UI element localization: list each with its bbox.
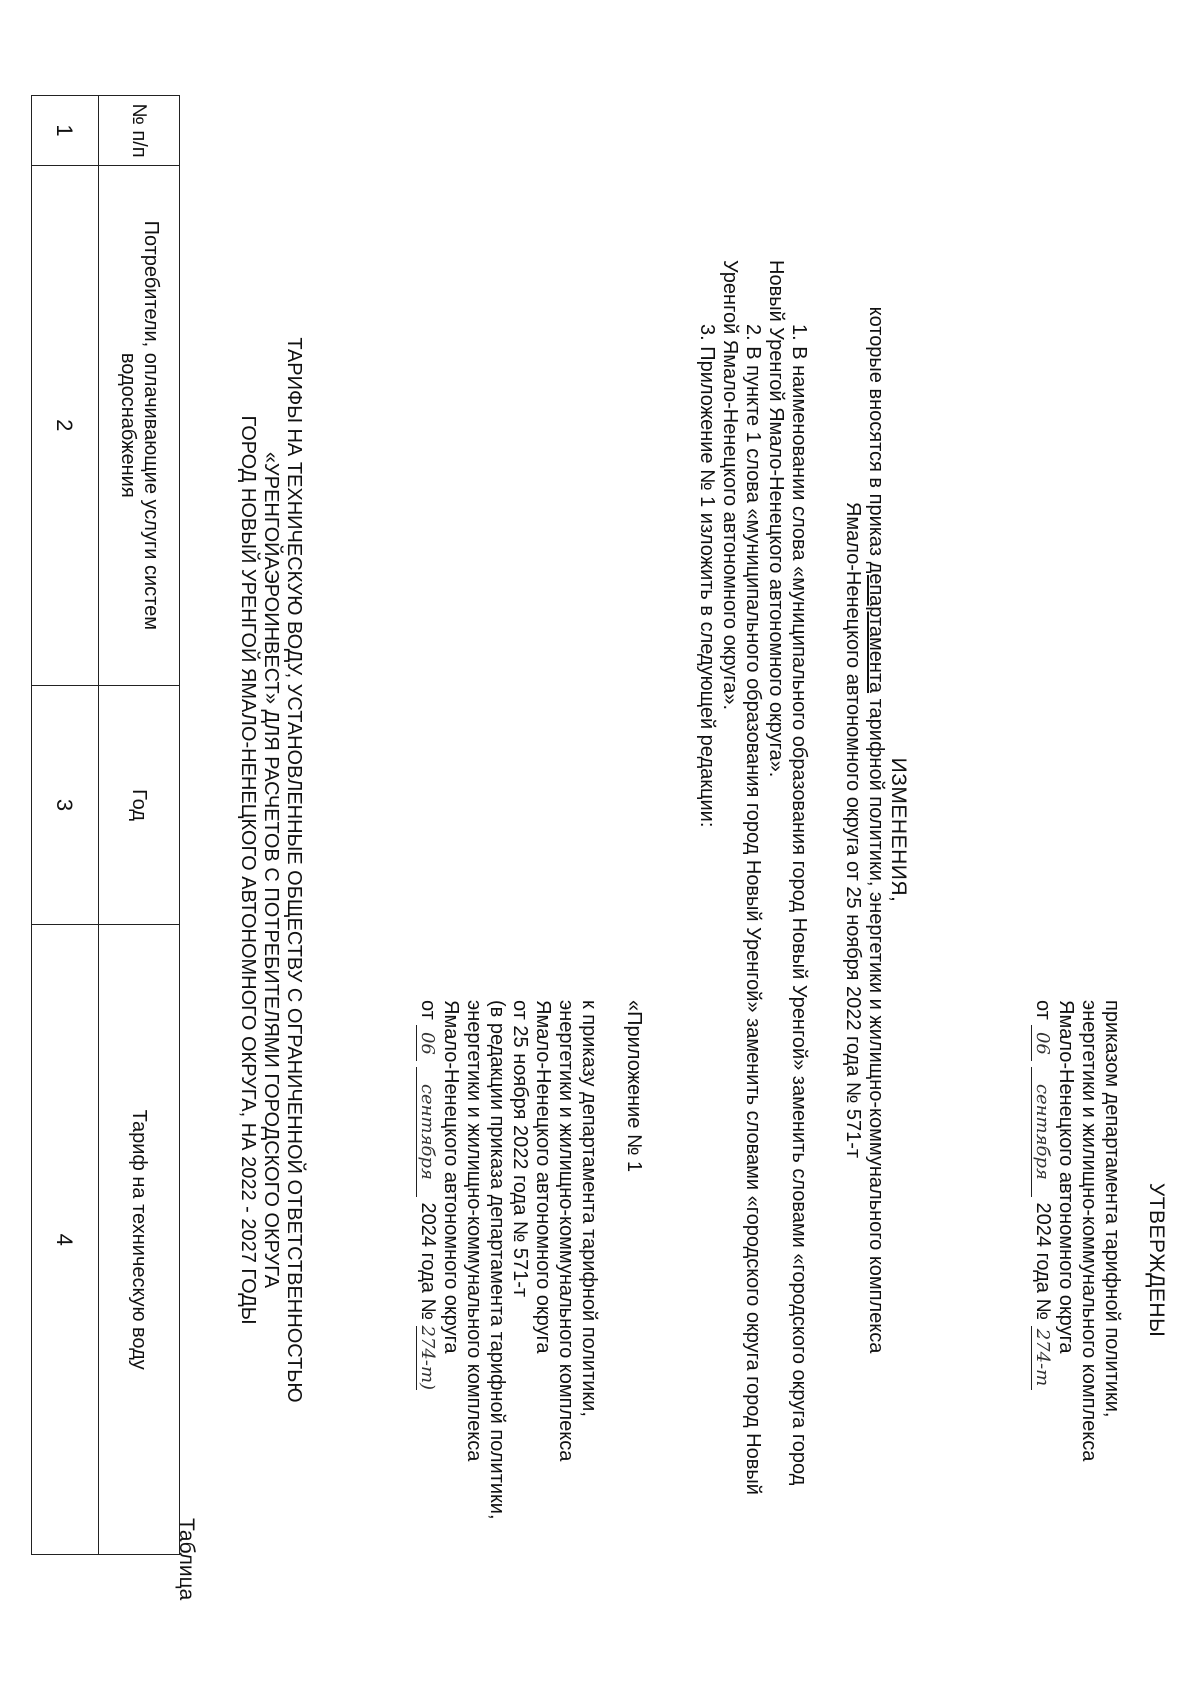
table-cell: 3	[32, 685, 99, 925]
changes-sub-underlined: департамента	[865, 561, 887, 694]
appendix-month: сентября	[416, 1067, 437, 1197]
tariff-table	[31, 95, 180, 1555]
tariffs-title-line: «УРЕНГОЙАЭРОИНВЕСТ» ДЛЯ РАСЧЕТОВ С ПОТРЕБИТЕЛЯМИ ГОРОДСКОГО ОКРУГА	[260, 451, 282, 1289]
header-cell-number: № п/п	[99, 96, 180, 166]
appendix-line: к приказу департамента тарифной политики,	[578, 1000, 600, 1417]
approval-title: УТВЕРЖДЕНЫ	[1145, 1182, 1168, 1338]
change-item-2: 2. В пункте 1 слова «муниципального образования город Новый Уренгой» заменить словами «городского округа город Новый	[742, 324, 764, 1495]
tariffs-title-line: ТАРИФЫ НА ТЕХНИЧЕСКУЮ ВОДУ, УСТАНОВЛЕННЫЕ ОБЩЕСТВУ С ОГРАНИЧЕННОЙ ОТВЕТСТВЕННОСТЬЮ	[283, 337, 305, 1403]
header-cell-year: Год	[99, 685, 180, 925]
appendix-line: энергетики и жилищно-коммунального комплекса	[463, 1000, 485, 1462]
approval-date-line	[1031, 1000, 1054, 1520]
appendix-title: «Приложение № 1	[623, 1000, 645, 1173]
tariffs-title	[236, 220, 305, 1520]
approval-line: энергетики и жилищно-коммунального комплекса	[1078, 1000, 1100, 1462]
approval-number: 274-т	[1031, 1326, 1052, 1390]
changes-heading: ИЗМЕНЕНИЯ,	[887, 757, 910, 903]
approval-day: 06	[1031, 1025, 1052, 1061]
table-cell: 4	[32, 925, 99, 1555]
approval-stamp	[1031, 1000, 1168, 1520]
appendix-number: 274-т)	[417, 1325, 438, 1391]
approval-month: сентября	[1031, 1067, 1052, 1197]
appendix-line: Ямало-Ненецкого автономного округа	[532, 1000, 554, 1354]
changes-sub-after: тарифной политики, энергетики и жилищно-коммунального комплекса	[865, 693, 887, 1354]
appendix-line: от 25 ноября 2022 года № 571-т	[509, 1000, 531, 1298]
appendix-day: 06	[416, 1025, 437, 1061]
appendix-line: (в редакции приказа департамента тарифной политики,	[486, 1000, 508, 1520]
changes-subheading-2: Ямало-Ненецкого автономного округа от 25 ноября 2022 года № 571-т	[842, 501, 864, 1159]
appendix-date-line	[416, 1000, 439, 1560]
appendix-line: энергетики и жилищно-коммунального комплекса	[555, 1000, 577, 1462]
change-item-2-cont: Уренгой Ямало-Ненецкого автономного округа».	[719, 260, 741, 711]
change-item-3: 3. Приложение № 1 изложить в следующей редакции:	[696, 324, 718, 828]
changes-sub-before: которые вносятся в приказ	[865, 306, 887, 562]
appendix-line: Ямало-Ненецкого автономного округа	[440, 1000, 462, 1354]
table-row	[32, 96, 99, 1555]
header-cell-tariff: Тариф на техническую воду	[99, 925, 180, 1555]
changes-list	[695, 260, 810, 1640]
appendix-block	[416, 1000, 645, 1560]
changes-heading-block	[841, 230, 910, 1430]
table-label: Таблица	[175, 1518, 198, 1601]
change-item-1-cont: Новый Уренгой Ямало-Ненецкого автономного округа».	[765, 260, 787, 778]
appendix-from: от	[417, 1000, 439, 1020]
approval-year: 2024 года №	[1032, 1202, 1054, 1320]
approval-line: Ямало-Ненецкого автономного округа	[1055, 1000, 1077, 1354]
appendix-year: 2024 года №	[417, 1202, 439, 1320]
approval-from: от	[1032, 1000, 1054, 1020]
table-cell: 1	[32, 96, 99, 166]
table-cell: 2	[32, 165, 99, 685]
header-cell-consumers: Потребители, оплачивающие услуги систем водоснабжения	[99, 165, 180, 685]
table-header-row	[99, 96, 180, 1555]
changes-subheading	[864, 230, 887, 1430]
change-item-1: 1. В наименовании слова «муниципального образования город Новый Уренгой» заменить словами «городского округа город	[788, 324, 810, 1486]
approval-line: приказом департамента тарифной политики,	[1101, 1000, 1123, 1418]
tariffs-title-line: ГОРОД НОВЫЙ УРЕНГОЙ ЯМАЛО-НЕНЕЦКОГО АВТОНОМНОГО ОКРУГА, НА 2022 - 2027 ГОДЫ	[237, 415, 259, 1325]
